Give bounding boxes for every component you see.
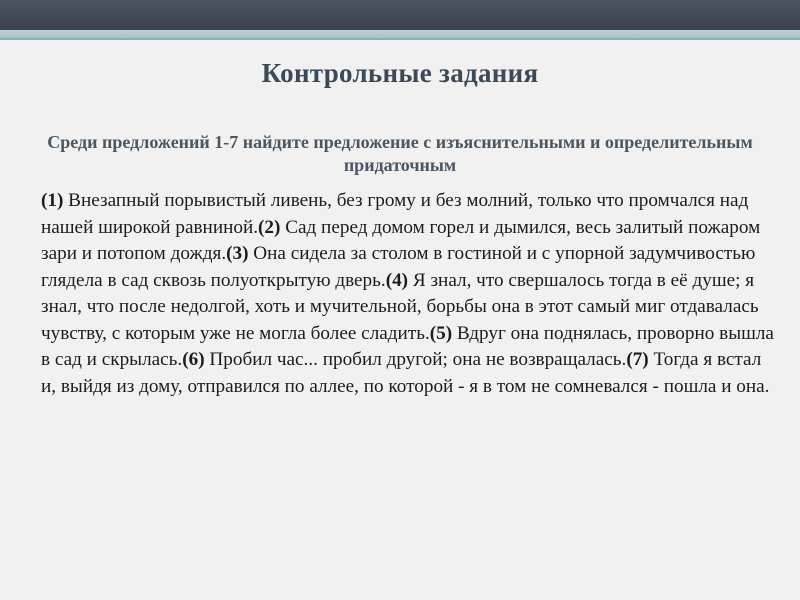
slide-title: Контрольные задания	[261, 58, 539, 88]
header-banner-teal-edge	[0, 38, 800, 40]
header-banner	[0, 0, 800, 40]
sentence-text: Внезапный порывистый ливень, без грому и без молний, только что промчался над нашей широкой равниной.	[41, 190, 749, 238]
sentence-text: Тогда я встал и, выйдя из дому, отправился по аллее, по которой - я в том не сомневался - пошла и она.	[41, 349, 770, 397]
sentence-number: (4)	[385, 269, 409, 291]
sentence-text: Пробил час... пробил другой; она не возвращалась.	[204, 349, 627, 370]
sentence-number: (3)	[226, 243, 249, 264]
sentence-text: Вдруг она поднялась, проворно вышла в сад и скрылась.	[41, 322, 774, 370]
text-passage	[41, 188, 777, 400]
header-banner-dark-band	[0, 0, 800, 30]
sentence-number: (6)	[182, 349, 205, 370]
sentence-text: Она сидела за столом в гостиной и с упорной задумчивостью глядела в сад сквозь полуоткрытую дверь.	[41, 243, 756, 291]
sentence-text: Сад перед домом горел и дымился, весь залитый пожаром зари и потопом дождя.	[41, 216, 761, 264]
sentence-number: (7)	[626, 349, 649, 370]
task-instruction: Среди предложений 1-7 найдите предложение с изъяснительными и определительным придаточным	[47, 132, 753, 175]
sentence-number: (1)	[41, 190, 64, 211]
sentence-text: Я знал, что свершалось тогда в её душе; я знал, что после недолгой, хоть и мучительной, борьбы она в этот самый миг отдавалась чувству, с которым уже не могла более сладить.	[41, 269, 759, 344]
sentence-number: (5)	[429, 322, 453, 344]
sentence-number: (2)	[258, 216, 281, 238]
